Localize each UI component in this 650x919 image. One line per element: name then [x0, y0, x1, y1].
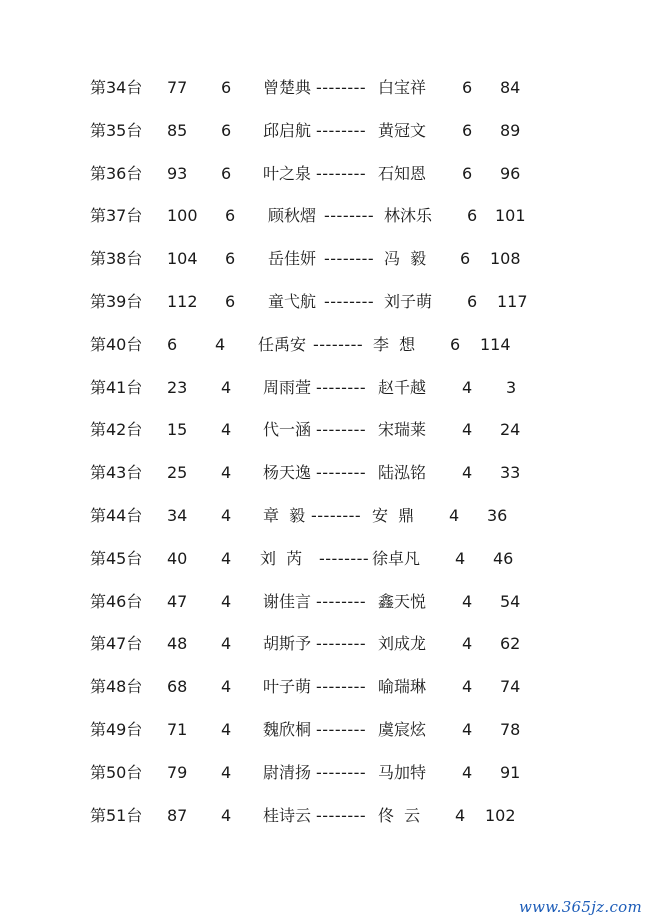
- player2-name: 刘子萌: [384, 291, 433, 311]
- vs-separator: --------: [316, 163, 367, 183]
- vs-separator: --------: [316, 719, 367, 739]
- pairing-row: [0, 324, 650, 367]
- player1-score: 4: [215, 334, 226, 354]
- player1-name: 章 毅: [263, 505, 306, 525]
- pairing-row: [0, 238, 650, 281]
- player1-number: 104: [167, 249, 198, 269]
- player1-name: 桂诗云: [263, 805, 312, 825]
- player1-name: 曾楚典: [263, 78, 312, 97]
- player2-number: 33: [500, 463, 521, 483]
- pairing-row: [0, 752, 650, 795]
- player1-number: 6: [167, 334, 178, 354]
- vs-separator: --------: [324, 291, 375, 311]
- table-number: 第36台: [90, 163, 143, 183]
- player2-score: 4: [462, 762, 473, 782]
- vs-separator: --------: [316, 377, 367, 397]
- player1-name: 岳佳妍: [268, 249, 317, 269]
- table-number: 第51台: [90, 805, 143, 825]
- player1-number: 47: [167, 591, 188, 611]
- player2-score: 4: [462, 677, 473, 697]
- player2-score: 4: [462, 591, 473, 611]
- pairing-row: [0, 581, 650, 624]
- player1-number: 79: [167, 762, 188, 782]
- player1-score: 4: [221, 719, 232, 739]
- player1-number: 68: [167, 677, 188, 697]
- player2-name: 林沐乐: [384, 206, 433, 226]
- pairing-row: [0, 409, 650, 452]
- pairing-row: [0, 795, 650, 838]
- player1-number: 112: [167, 291, 198, 311]
- player2-number: 96: [500, 163, 521, 183]
- player2-name: 虞宸炫: [378, 719, 427, 739]
- player2-name: 黄冠文: [378, 120, 427, 140]
- vs-separator: --------: [311, 505, 362, 525]
- player2-number: 74: [500, 677, 521, 697]
- pairing-row: [0, 709, 650, 752]
- player2-name: 赵千越: [378, 377, 427, 397]
- pairing-row: [0, 195, 650, 238]
- player1-name: 叶之泉: [263, 163, 312, 183]
- player2-number: 54: [500, 591, 521, 611]
- player1-number: 77: [167, 78, 188, 97]
- player2-score: 4: [462, 634, 473, 654]
- player2-name: 佟 云: [378, 805, 421, 825]
- pairing-row: [0, 281, 650, 324]
- table-number: 第37台: [90, 206, 143, 226]
- table-number: 第44台: [90, 505, 143, 525]
- player1-name: 谢佳言: [263, 591, 312, 611]
- player1-number: 85: [167, 120, 188, 140]
- player1-score: 4: [221, 805, 232, 825]
- vs-separator: --------: [316, 805, 367, 825]
- vs-separator: --------: [316, 120, 367, 140]
- table-number: 第41台: [90, 377, 143, 397]
- table-number: 第42台: [90, 420, 143, 440]
- player1-name: 顾秋熠: [268, 206, 317, 226]
- player2-name: 宋瑞莱: [378, 420, 427, 440]
- player2-number: 62: [500, 634, 521, 654]
- vs-separator: --------: [316, 634, 367, 654]
- vs-separator: --------: [316, 463, 367, 483]
- player2-number: 114: [480, 334, 511, 354]
- player2-number: 117: [497, 291, 528, 311]
- vs-separator: --------: [319, 548, 370, 568]
- player1-name: 邱启航: [263, 120, 312, 140]
- player1-score: 4: [221, 463, 232, 483]
- player2-number: 78: [500, 719, 521, 739]
- pairing-row: [0, 153, 650, 196]
- table-number: 第39台: [90, 291, 143, 311]
- player1-number: 93: [167, 163, 188, 183]
- pairing-row: [0, 538, 650, 581]
- pairing-row: [0, 452, 650, 495]
- player2-name: 李 想: [373, 334, 416, 354]
- player2-number: 108: [490, 249, 521, 269]
- pairing-list: [0, 67, 650, 837]
- player1-number: 15: [167, 420, 188, 440]
- table-number: 第34台: [90, 78, 143, 97]
- player2-name: 鑫天悦: [378, 591, 427, 611]
- player1-number: 71: [167, 719, 188, 739]
- player1-number: 40: [167, 548, 188, 568]
- vs-separator: --------: [324, 249, 375, 269]
- player2-name: 冯 毅: [384, 249, 427, 269]
- player1-number: 48: [167, 634, 188, 654]
- player2-score: 6: [460, 249, 471, 269]
- player2-number: 101: [495, 206, 526, 226]
- player1-number: 100: [167, 206, 198, 226]
- player1-score: 6: [225, 206, 236, 226]
- player1-score: 4: [221, 591, 232, 611]
- player2-number: 84: [500, 78, 521, 97]
- player1-score: 4: [221, 677, 232, 697]
- player2-score: 4: [462, 377, 473, 397]
- player2-name: 白宝祥: [378, 78, 427, 97]
- player1-score: 6: [225, 249, 236, 269]
- player1-score: 4: [221, 420, 232, 440]
- player1-score: 4: [221, 634, 232, 654]
- player1-name: 任禹安: [258, 334, 307, 354]
- player2-number: 46: [493, 548, 514, 568]
- player2-score: 4: [462, 463, 473, 483]
- player2-name: 徐卓凡: [372, 548, 421, 568]
- pairing-row: [0, 67, 650, 110]
- table-number: 第50台: [90, 762, 143, 782]
- vs-separator: --------: [316, 420, 367, 440]
- player1-score: 4: [221, 377, 232, 397]
- player2-name: 马加特: [378, 762, 427, 782]
- table-number: 第47台: [90, 634, 143, 654]
- player1-score: 4: [221, 505, 232, 525]
- player2-name: 陆泓铭: [378, 463, 427, 483]
- player2-score: 6: [462, 78, 473, 97]
- table-number: 第49台: [90, 719, 143, 739]
- site-watermark: www.365jz.com: [518, 898, 642, 916]
- vs-separator: --------: [313, 334, 364, 354]
- player2-score: 4: [455, 548, 466, 568]
- player2-name: 石知恩: [378, 163, 427, 183]
- pairing-row: [0, 367, 650, 410]
- pairing-row: [0, 495, 650, 538]
- player1-score: 6: [225, 291, 236, 311]
- pairing-row: [0, 623, 650, 666]
- player2-name: 刘成龙: [378, 634, 427, 654]
- player1-score: 6: [221, 78, 232, 97]
- table-number: 第48台: [90, 677, 143, 697]
- player2-name: 喻瑞琳: [378, 677, 427, 697]
- player2-score: 6: [462, 163, 473, 183]
- player1-number: 25: [167, 463, 188, 483]
- player1-name: 叶子萌: [263, 677, 312, 697]
- player1-name: 童弋航: [268, 291, 317, 311]
- player1-name: 刘 芮: [260, 548, 303, 568]
- player1-number: 23: [167, 377, 188, 397]
- vs-separator: --------: [316, 762, 367, 782]
- player1-name: 周雨萱: [263, 377, 312, 397]
- player1-name: 尉清扬: [263, 762, 312, 782]
- player1-score: 6: [221, 163, 232, 183]
- player2-score: 6: [467, 291, 478, 311]
- player2-number: 24: [500, 420, 521, 440]
- pairing-row: [0, 110, 650, 153]
- player1-name: 魏欣桐: [263, 719, 312, 739]
- table-number: 第38台: [90, 249, 143, 269]
- table-number: 第46台: [90, 591, 143, 611]
- player1-number: 87: [167, 805, 188, 825]
- player2-name: 安 鼎: [372, 505, 415, 525]
- table-number: 第35台: [90, 120, 143, 140]
- player1-score: 4: [221, 548, 232, 568]
- player2-score: 4: [449, 505, 460, 525]
- table-number: 第43台: [90, 463, 143, 483]
- player1-score: 6: [221, 120, 232, 140]
- player2-score: 4: [462, 719, 473, 739]
- player2-score: 6: [450, 334, 461, 354]
- table-number: 第40台: [90, 334, 143, 354]
- player1-score: 4: [221, 762, 232, 782]
- player2-number: 89: [500, 120, 521, 140]
- vs-separator: --------: [316, 677, 367, 697]
- player2-score: 4: [462, 420, 473, 440]
- player1-name: 代一涵: [263, 420, 312, 440]
- pairing-row: [0, 666, 650, 709]
- player1-name: 杨天逸: [263, 463, 312, 483]
- player1-number: 34: [167, 505, 188, 525]
- player2-number: 36: [487, 505, 508, 525]
- player2-number: 3: [506, 377, 517, 397]
- player2-score: 6: [467, 206, 478, 226]
- player2-number: 102: [485, 805, 516, 825]
- vs-separator: --------: [324, 206, 375, 226]
- player2-score: 6: [462, 120, 473, 140]
- player2-score: 4: [455, 805, 466, 825]
- vs-separator: --------: [316, 591, 367, 611]
- player1-name: 胡斯予: [263, 634, 312, 654]
- table-number: 第45台: [90, 548, 143, 568]
- vs-separator: --------: [316, 78, 367, 97]
- player2-number: 91: [500, 762, 521, 782]
